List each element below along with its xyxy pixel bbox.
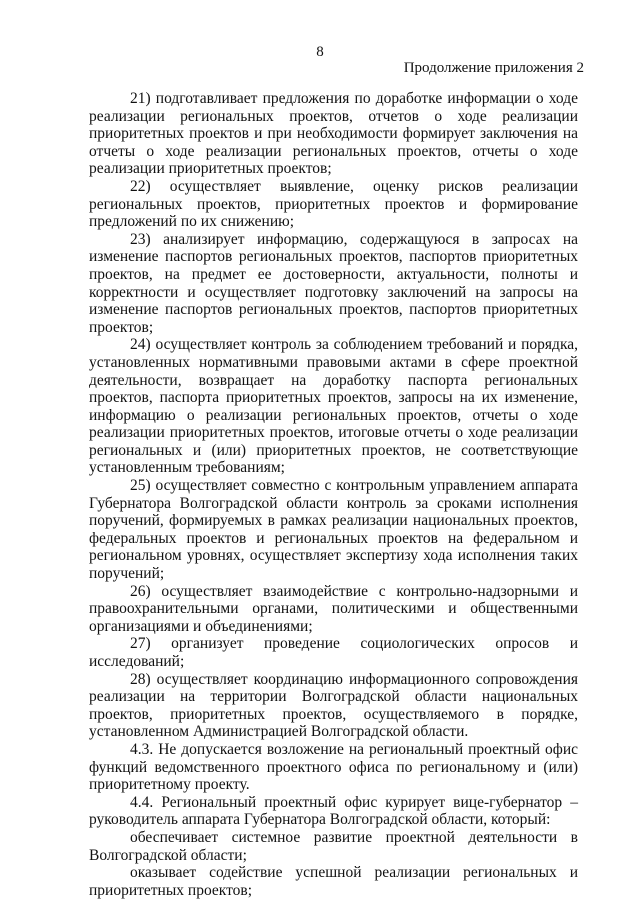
paragraph-28: 28) осуществляет координацию информационного сопровождения реализации на территории Волгоградской области национальных проектов, приоритетных проектов, осуществляемого в порядке, установленном Администрацией Волгоградской области. bbox=[89, 670, 578, 741]
paragraph-27: 27) организует проведение социологических опросов и исследований; bbox=[89, 635, 578, 670]
paragraph-25: 25) осуществляет совместно с контрольным управлением аппарата Губернатора Волгоградской области контроль за сроками исполнения поручений, формируемых в рамках реализации национальных проектов, федеральных проектов и региональных проектов на федеральном и региональном уровнях, осуществляет экспертизу хода исполнения таких поручений; bbox=[89, 477, 578, 583]
paragraph-duty-1: обеспечивает системное развитие проектной деятельности в Волгоградской области; bbox=[89, 828, 578, 864]
appendix-note: Продолжение приложения 2 bbox=[403, 60, 584, 76]
paragraph-duty-2: оказывает содействие успешной реализации региональных и приоритетных проектов; bbox=[89, 864, 578, 899]
paragraph-26: 26) осуществляет взаимодействие с контрольно-надзорными и правоохранительными органами, политическими и общественными организациями и объединениями; bbox=[89, 582, 578, 635]
document-body bbox=[89, 90, 578, 899]
paragraph-24: 24) осуществляет контроль за соблюдением требований и порядка, установленных нормативными правовыми актами в сфере проектной деятельности, возвращает на доработку паспорта региональных проектов, паспорта приоритетных проектов, запросы на их изменение, информацию о реализации региональных проектов, отчеты о ходе реализации приоритетных проектов, итоговые отчеты о ходе реализации региональных и (или) приоритетных проектов, не соответствующие установленным требованиям; bbox=[89, 336, 578, 477]
paragraph-23: 23) анализирует информацию, содержащуюся в запросах на изменение паспортов региональных проектов, паспортов приоритетных проектов, на предмет ее достоверности, актуальности, полноты и корректности и осуществляет подготовку заключений на запросы на изменение паспортов региональных проектов, паспортов приоритетных проектов; bbox=[89, 230, 578, 336]
paragraph-21: 21) подготавливает предложения по доработке информации о ходе реализации региональных проектов, отчетов о ходе реализации приоритетных проектов и при необходимости формирует заключения на отчеты о ходе реализации региональных проектов, отчеты о ходе реализации приоритетных проектов; bbox=[89, 90, 578, 178]
page-number: 8 bbox=[316, 44, 324, 60]
paragraph-4-3: 4.3. Не допускается возложение на региональный проектный офис функций ведомственного проектного офиса по региональному и (или) приоритетному проекту. bbox=[89, 740, 578, 794]
paragraph-22: 22) осуществляет выявление, оценку рисков реализации региональных проектов, приоритетных проектов и формирование предложений по их снижению; bbox=[89, 177, 578, 231]
paragraph-4-4: 4.4. Региональный проектный офис курирует вице-губернатор – руководитель аппарата Губернатора Волгоградской области, который: bbox=[89, 793, 578, 829]
